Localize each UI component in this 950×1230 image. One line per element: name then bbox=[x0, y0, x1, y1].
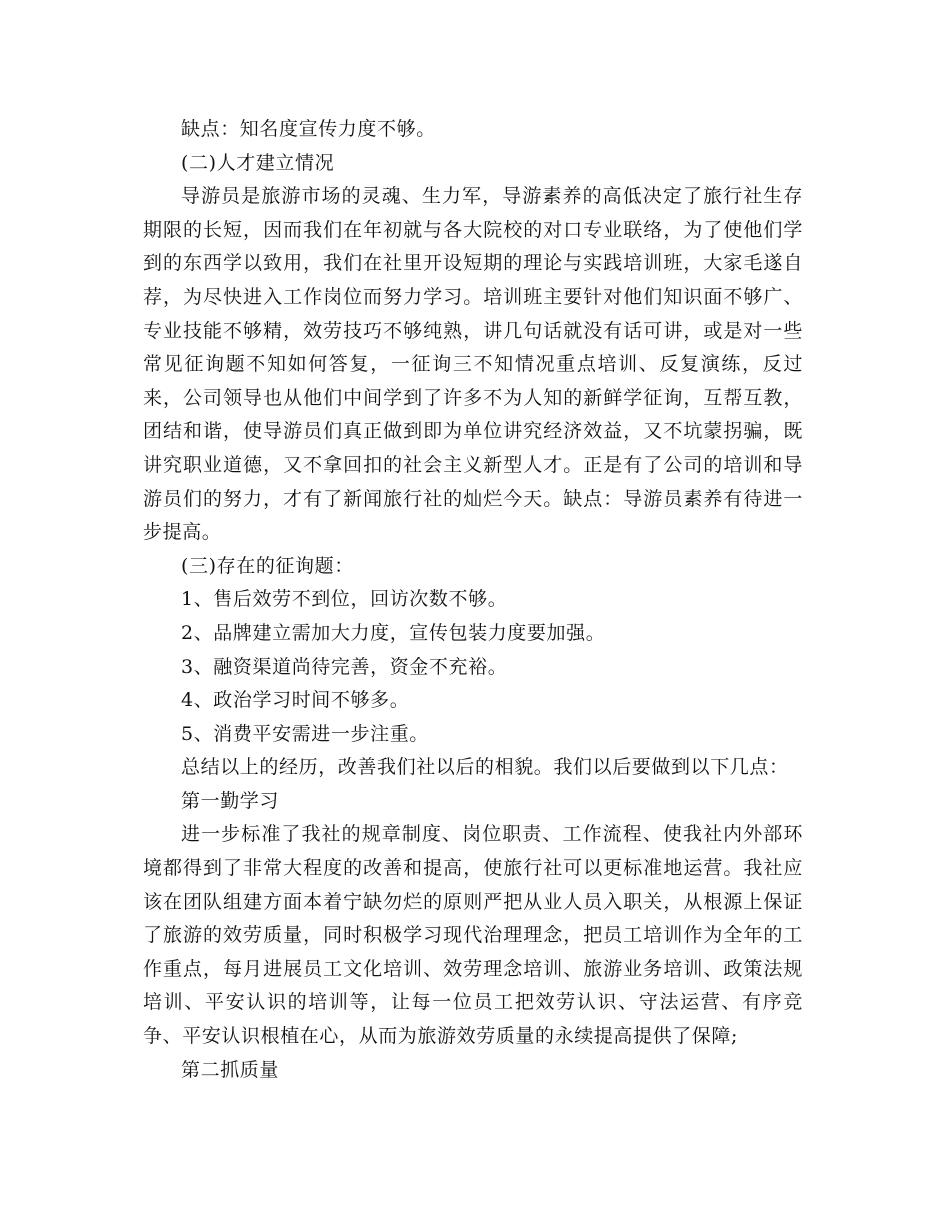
section-heading-problems: (三)存在的征询题： bbox=[181, 554, 354, 577]
section-heading-talent: (二)人才建立情况 bbox=[181, 151, 335, 174]
paragraph-summary: 总结以上的经历，改善我们社以后的相貌。我们以后要做到以下几点： bbox=[181, 756, 789, 779]
paragraph-first-point: 进一步标准了我社的规章制度、岗位职责、工作流程、使我社内外部环境都得到了非常大程度的改善和提高，使旅行社可以更标准地运营。我社应该在团队组建方面本着宁缺勿烂的原则严把从业人员入职关，从根源上保证了旅游的效劳质量，同时积极学习现代治理理念，把员工培训作为全年的工作重点，每月进展员工文化培训、效劳理念培训、旅游业务培训、政策法规培训、平安认识的培训等，让每一位员工把效劳认识、守法运营、有序竞争、平安认识根植在心，从而为旅游效劳质量的永续提高提供了保障; bbox=[143, 823, 803, 1048]
document-body bbox=[143, 113, 803, 1087]
paragraph-weakness-publicity: 缺点：知名度宣传力度不够。 bbox=[181, 118, 436, 140]
heading-first-point: 第一勤学习 bbox=[181, 789, 280, 812]
heading-second-point: 第二抓质量 bbox=[181, 1058, 280, 1081]
problem-item-4: 4、政治学习时间不够多。 bbox=[181, 689, 410, 712]
problem-item-5: 5、消费平安需进一步注重。 bbox=[181, 722, 429, 745]
paragraph-tour-guides: 导游员是旅游市场的灵魂、生力军，导游素养的高低决定了旅行社生存期限的长短，因而我们在年初就与各大院校的对口专业联络，为了使他们学到的东西学以致用，我们在社里开设短期的理论与实践培训班，大家毛遂自荐，为尽快进入工作岗位而努力学习。培训班主要针对他们知识面不够广、专业技能不够精，效劳技巧不够纯熟，讲几句话就没有话可讲，或是对一些常见征询题不知如何答复，一征询三不知情况重点培训、反复演练，反过来，公司领导也从他们中间学到了许多不为人知的新鲜学征询，互帮互教，团结和谐，使导游员们真正做到即为单位讲究经济效益，又不坑蒙拐骗，既讲究职业道德，又不拿回扣的社会主义新型人才。正是有了公司的培训和导游员们的努力，才有了新闻旅行社的灿烂今天。缺点：导游员素养有待进一步提高。 bbox=[143, 185, 803, 544]
problem-item-1: 1、售后效劳不到位，回访次数不够。 bbox=[181, 588, 508, 611]
problem-item-3: 3、融资渠道尚待完善，资金不充裕。 bbox=[181, 655, 508, 678]
problem-item-2: 2、品牌建立需加大力度，宣传包装力度要加强。 bbox=[181, 621, 606, 644]
